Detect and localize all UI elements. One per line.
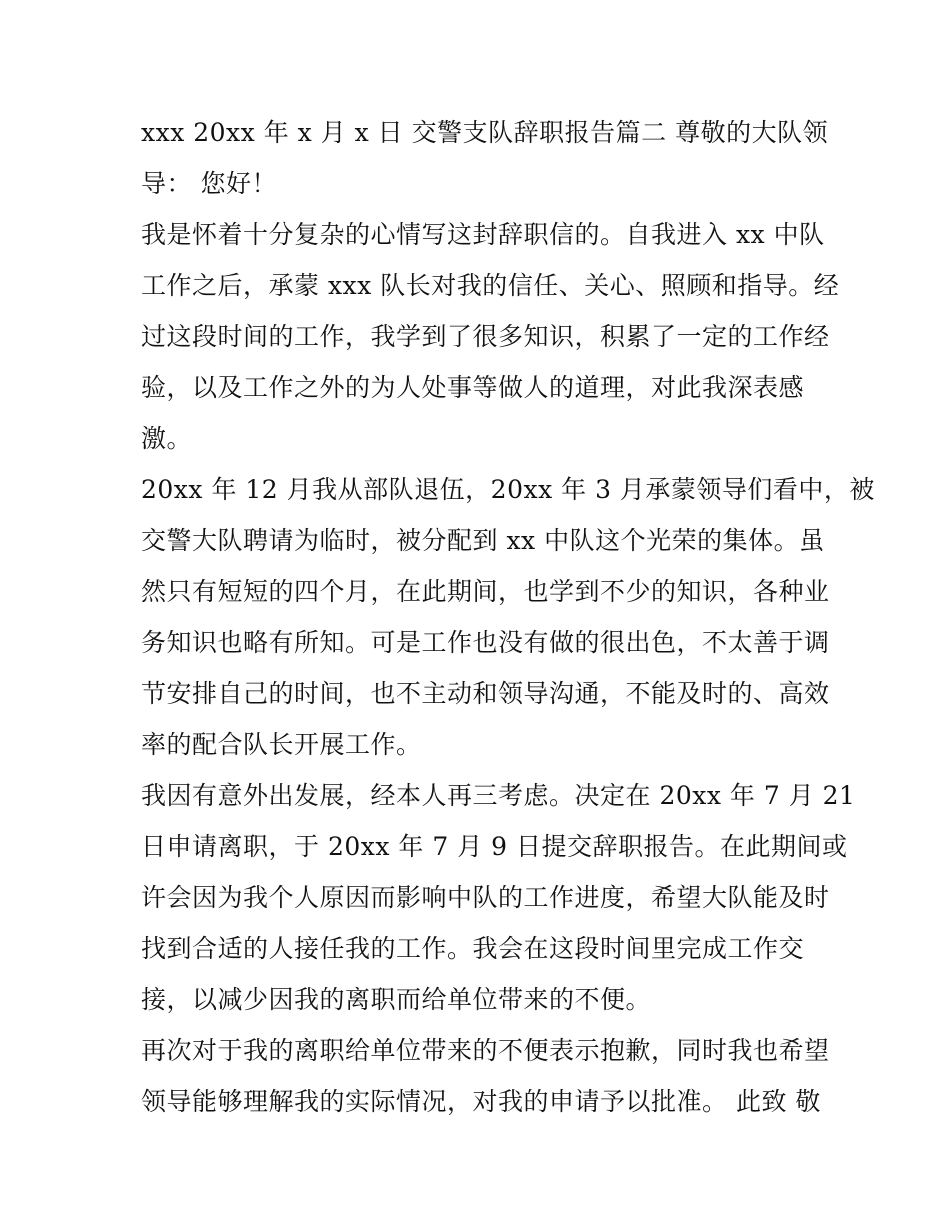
text-line: 激。 — [141, 424, 193, 453]
text-line: 然只有短短的四个月，在此期间，也学到不少的知识，各种业 — [141, 577, 830, 606]
text-line: 许会因为我个人原因而影响中队的工作进度，希望大队能及时 — [141, 883, 830, 912]
text-line: 我因有意外出发展，经本人再三考虑。决定在 20xx 年 7 月 21 — [141, 781, 856, 810]
text-line: 接，以减少因我的离职而给单位带来的不便。 — [141, 985, 652, 1014]
text-line: 20xx 年 12 月我从部队退伍，20xx 年 3 月承蒙领导们看中，被 — [141, 475, 875, 504]
text-line: 我是怀着十分复杂的心情写这封辞职信的。自我进入 xx 中队 — [141, 220, 825, 249]
text-line: 工作之后，承蒙 xxx 队长对我的信任、关心、照顾和指导。经 — [141, 271, 840, 300]
text-line: 交警大队聘请为临时，被分配到 xx 中队这个光荣的集体。虽 — [141, 526, 825, 555]
text-line: 率的配合队长开展工作。 — [141, 730, 422, 759]
text-line: 过这段时间的工作，我学到了很多知识，积累了一定的工作经 — [141, 322, 830, 351]
text-line: 找到合适的人接任我的工作。我会在这段时间里完成工作交 — [141, 934, 805, 963]
text-line: 务知识也略有所知。可是工作也没有做的很出色，不太善于调 — [141, 628, 830, 657]
text-line: 领导能够理解我的实际情况，对我的申请予以批准。 此致 敬 — [141, 1087, 821, 1116]
text-line: 再次对于我的离职给单位带来的不便表示抱歉，同时我也希望 — [141, 1036, 830, 1065]
text-line: 导： 您好！ — [141, 169, 277, 198]
text-line: 日申请离职，于 20xx 年 7 月 9 日提交辞职报告。在此期间或 — [141, 832, 848, 861]
text-line: 节安排自己的时间，也不主动和领导沟通，不能及时的、高效 — [141, 679, 830, 708]
text-line: 验，以及工作之外的为人处事等做人的道理，对此我深表感 — [141, 373, 805, 402]
letter-body — [141, 107, 875, 1127]
text-line: xxx 20xx 年 x 月 x 日 交警支队辞职报告篇二 尊敬的大队领 — [141, 118, 829, 147]
